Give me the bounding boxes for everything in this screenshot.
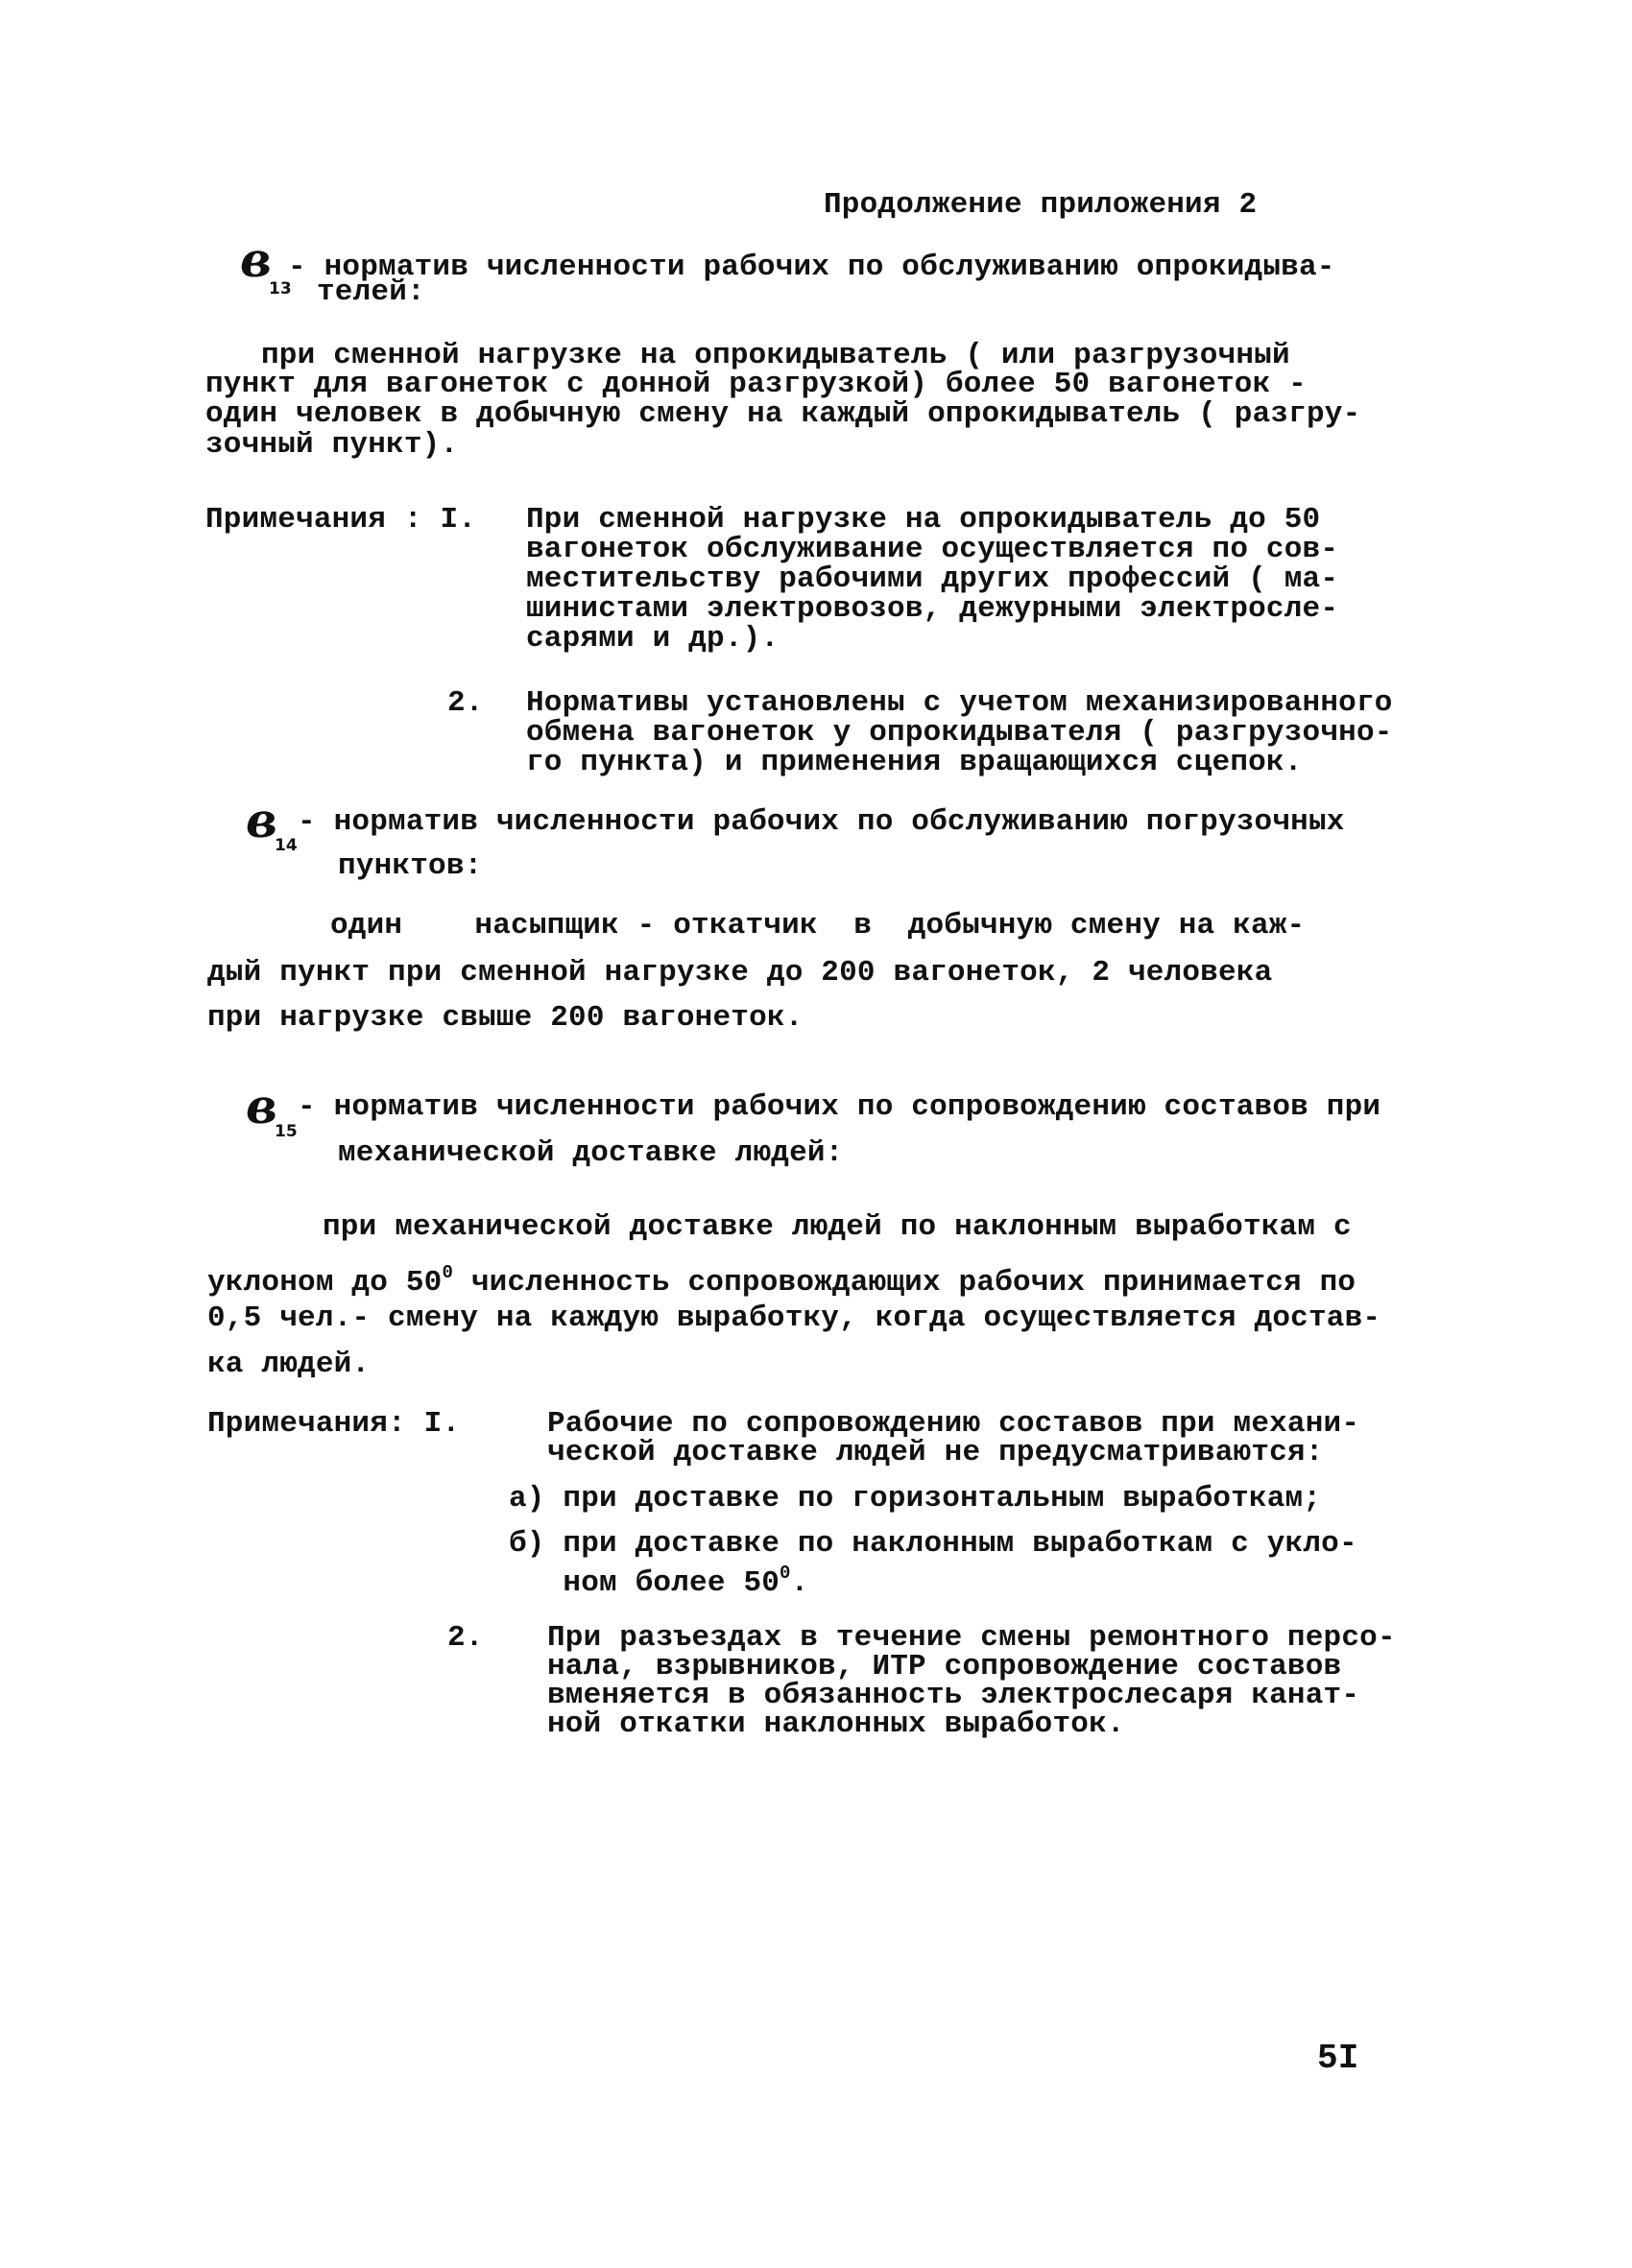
- b14-index: 14: [275, 836, 298, 855]
- b15-note1-line-1: Рабочие по сопровождению составов при механи-: [547, 1407, 1360, 1441]
- b13-body-line-1: при сменной нагрузке на опрокидыватель ( или разгрузочный: [261, 339, 1290, 372]
- b15-body-line-1: при механической доставке людей по наклонным выработкам с: [323, 1210, 1352, 1244]
- b15-index: 15: [275, 1122, 298, 1141]
- b13-body-line-2: пункт для вагонеток с донной разгрузкой) более 50 вагонеток -: [205, 368, 1307, 401]
- b13-note1-line-2: вагонеток обслуживание осуществляется по сов-: [526, 533, 1339, 566]
- b13-note1-line-5: сарями и др.).: [526, 622, 780, 656]
- b15-title-line-2: механической доставке людей:: [338, 1136, 844, 1170]
- b15-body-line-2: [207, 1256, 1356, 1300]
- b15-note2-number: 2.: [447, 1621, 484, 1655]
- b13-note1-line-4: шинистами электровозов, дежурными электросле-: [526, 592, 1339, 626]
- b13-title-line-1: - норматив численности рабочих по обслуживанию опрокидыва-: [288, 251, 1335, 284]
- b13-body-line-3: один человек в добычную смену на каждый опрокидыватель ( разгру-: [205, 397, 1361, 431]
- b14-title-line-2: пунктов:: [338, 849, 483, 883]
- b15-note2-line-1: При разъездах в течение смены ремонтного персо-: [547, 1621, 1396, 1655]
- b14-symbol: в: [246, 792, 277, 848]
- page-header: Продолжение приложения 2: [824, 188, 1258, 222]
- b13-symbol: в: [240, 231, 272, 288]
- page-number: 5I: [1317, 2039, 1359, 2078]
- b15-note1-item-b-line-2-end: .: [790, 1566, 809, 1600]
- b14-body-line-1: один насыпщик - откатчик в добычную смену на каж-: [330, 909, 1306, 943]
- b15-note1-line-2: ческой доставке людей не предусматриваются:: [547, 1436, 1324, 1469]
- b13-note2-line-3: го пункта) и применения вращающихся сцепок.: [526, 746, 1303, 779]
- b15-note2-line-4: ной откатки наклонных выработок.: [547, 1707, 1125, 1741]
- b13-note2-line-2: обмена вагонеток у опрокидывателя ( разгрузочно-: [526, 716, 1393, 750]
- b15-body-line-4: ка людей.: [207, 1348, 371, 1381]
- degree-superscript: 0: [442, 1262, 454, 1283]
- b13-note1-line-1: При сменной нагрузке на опрокидыватель до 50: [526, 503, 1321, 537]
- b15-note1-item-b-line-2-start: ном более 50: [509, 1566, 780, 1600]
- b13-note2-line-1: Нормативы установлены с учетом механизированного: [526, 686, 1393, 720]
- b15-note2-line-3: вменяется в обязанность электрослесаря канат-: [547, 1679, 1360, 1712]
- b15-body-line-3: 0,5 чел.- смену на каждую выработку, когда осуществляется достав-: [207, 1301, 1381, 1335]
- b15-note2-line-2: нала, взрывников, ИТР сопровождение составов: [547, 1650, 1342, 1683]
- b15-title-line-1: - норматив численности рабочих по сопровождению составов при: [298, 1090, 1381, 1124]
- b15-symbol: в: [246, 1078, 277, 1134]
- b13-notes-label: Примечания : I.: [205, 503, 477, 537]
- b15-body-line-2-end: численность сопровождающих рабочих принимается по: [453, 1266, 1356, 1300]
- degree-superscript: 0: [780, 1563, 791, 1584]
- b14-body-line-3: при нагрузке свыше 200 вагонеток.: [207, 1001, 804, 1035]
- b15-body-line-2-start: уклоном до 50: [207, 1266, 443, 1300]
- b13-body-line-4: зочный пункт).: [205, 428, 459, 462]
- b13-title-line-2: телей:: [317, 275, 425, 309]
- b15-note1-item-b-line-2: [509, 1557, 808, 1600]
- b15-note1-item-a: а) при доставке по горизонтальным выработкам;: [509, 1482, 1322, 1516]
- b15-note1-item-b-line-1: б) при доставке по наклонным выработкам с укло-: [509, 1527, 1357, 1561]
- b15-notes-label: Примечания: I.: [207, 1407, 461, 1441]
- b14-body-line-2: дый пункт при сменной нагрузке до 200 вагонеток, 2 человека: [207, 956, 1273, 990]
- b13-note1-line-3: местительству рабочими других профессий ( ма-: [526, 562, 1339, 596]
- b14-title-line-1: - норматив численности рабочих по обслуживанию погрузочных: [298, 805, 1345, 839]
- b13-note2-number: 2.: [447, 686, 484, 720]
- b13-index: 13: [269, 279, 292, 298]
